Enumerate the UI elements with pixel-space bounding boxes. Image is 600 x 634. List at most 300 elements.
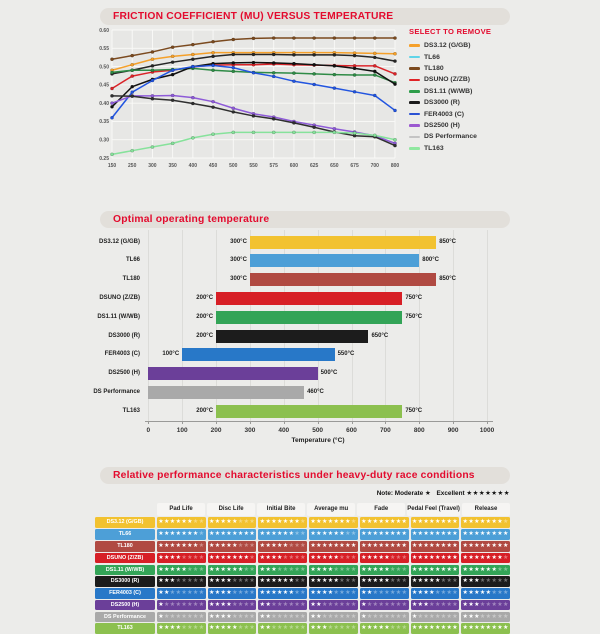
y-tick-label: 0.35 xyxy=(99,119,109,126)
filled-stars: ★★★★★★ xyxy=(259,590,295,597)
bar-end-value: 550°C xyxy=(337,351,355,358)
rating-cell xyxy=(157,529,206,540)
x-tick-label: 900 xyxy=(447,427,459,434)
data-point xyxy=(110,153,113,156)
filled-stars: ★★★★ xyxy=(208,578,233,585)
bar-start-value: 300°C xyxy=(230,276,247,283)
bar-end-value: 750°C xyxy=(405,407,423,414)
temp-range-bar-FER4003 (C) xyxy=(182,348,334,361)
bar-end-value: 750°C xyxy=(405,313,423,320)
bar-row-label: TL66 xyxy=(125,257,140,264)
temp-range-bar-TL66 xyxy=(250,254,419,267)
data-point xyxy=(353,67,356,70)
rating-cell xyxy=(360,588,409,599)
y-tick-label: 0.30 xyxy=(99,137,109,144)
filled-stars: ★★★ xyxy=(158,578,176,585)
empty-stars: ★ xyxy=(503,554,509,561)
data-point xyxy=(211,69,214,72)
empty-stars: ★ xyxy=(198,542,205,549)
data-point xyxy=(191,102,194,105)
table-row-DS2500 (H) xyxy=(95,600,510,611)
legend-item-TL163[interactable] xyxy=(409,143,519,154)
filled-stars: ★★★ xyxy=(310,625,328,632)
data-point xyxy=(232,53,235,56)
rating-cell xyxy=(208,553,257,564)
filled-stars: ★★★ xyxy=(462,613,480,620)
data-point xyxy=(333,73,336,76)
filled-stars: ★★★★ xyxy=(310,590,334,597)
filled-stars: ★★★★★★★★ xyxy=(361,519,408,526)
filled-stars: ★★★★★ xyxy=(361,566,391,573)
legend-item-DSUNO (Z/ZB)[interactable] xyxy=(409,74,519,85)
legend-item-label: TL66 xyxy=(424,53,440,61)
empty-stars: ★★★★ xyxy=(232,578,256,585)
data-point xyxy=(272,117,275,120)
filled-stars: ★★★★★★★ xyxy=(462,554,503,561)
data-point xyxy=(191,53,194,56)
legend-item-TL180[interactable] xyxy=(409,63,519,74)
filled-stars: ★★★★★ xyxy=(361,554,391,561)
empty-stars: ★★★★★ xyxy=(327,625,357,632)
legend-item-label: DS1.11 (W/WB) xyxy=(424,87,473,95)
data-point xyxy=(171,142,174,145)
gridline xyxy=(487,230,488,421)
y-tick-label: 0.25 xyxy=(99,155,109,162)
rating-cell xyxy=(258,517,307,528)
x-tick-label: 350 xyxy=(168,163,177,169)
table-header-row xyxy=(95,503,510,516)
legend-item-label: DS3.12 (G/GB) xyxy=(424,42,471,50)
series-legend xyxy=(409,27,519,154)
filled-stars: ★★★★★★★★ xyxy=(462,542,509,549)
performance-table-title: Relative performance characteristics under heavy-duty race conditions xyxy=(100,467,510,484)
y-tick-label: 0.40 xyxy=(99,100,109,107)
data-point xyxy=(151,69,154,72)
rating-cell xyxy=(411,529,460,540)
data-point xyxy=(353,73,356,76)
row-label: TL163 xyxy=(95,623,155,634)
y-tick-label: 0.50 xyxy=(99,64,109,71)
rating-cell xyxy=(461,612,510,623)
rating-cell xyxy=(411,553,460,564)
rating-cell xyxy=(411,576,460,587)
data-point xyxy=(292,121,295,124)
data-point xyxy=(353,132,356,135)
data-point xyxy=(151,58,154,61)
filled-stars: ★★ xyxy=(310,601,322,608)
rating-cell xyxy=(360,553,409,564)
x-tick-label: 575 xyxy=(269,163,278,169)
rating-cell xyxy=(360,517,409,528)
rating-cell xyxy=(208,612,257,623)
y-tick-label: 0.45 xyxy=(99,82,109,89)
empty-stars: ★★★ xyxy=(339,578,357,585)
data-point xyxy=(131,63,134,66)
rating-cell xyxy=(208,517,257,528)
empty-stars: ★★★★★★★ xyxy=(164,613,205,620)
data-point xyxy=(292,53,295,56)
empty-stars: ★ xyxy=(503,519,509,526)
data-point xyxy=(252,61,255,64)
legend-swatch-icon xyxy=(409,124,420,127)
column-header-Pad Life: Pad Life xyxy=(157,503,205,516)
column-header-Initial Bite: Initial Bite xyxy=(257,503,305,516)
data-point xyxy=(393,52,396,55)
filled-stars: ★★★★★★★★ xyxy=(462,531,509,538)
filled-stars: ★★★★★★★★ xyxy=(411,554,459,561)
rating-cell xyxy=(208,576,257,587)
data-point xyxy=(171,99,174,102)
legend-item-FER4003 (C)[interactable] xyxy=(409,108,519,119)
data-point xyxy=(110,116,113,119)
bar-row-label: FER4003 (C) xyxy=(104,351,140,358)
filled-stars: ★★★★★★ xyxy=(259,578,295,585)
filled-stars: ★★★★★★ xyxy=(208,566,244,573)
empty-stars: ★★ xyxy=(192,519,205,526)
column-header-Pedal Feel (Travel): Pedal Feel (Travel) xyxy=(407,503,460,516)
filled-stars: ★★★★★ xyxy=(208,542,238,549)
filled-stars: ★★★★★★★ xyxy=(158,542,199,549)
rating-cell xyxy=(258,529,307,540)
bar-end-value: 500°C xyxy=(320,370,338,377)
empty-stars: ★★★★ xyxy=(333,566,357,573)
x-tick-label: 100 xyxy=(176,427,188,434)
legend-item-label: FER4003 (C) xyxy=(424,110,465,118)
data-point xyxy=(211,51,214,54)
legend-item-DS3.12 (G/GB)[interactable] xyxy=(409,40,519,51)
rating-cell xyxy=(258,623,307,634)
data-point xyxy=(292,131,295,134)
rating-cell xyxy=(411,600,460,611)
data-point xyxy=(373,94,376,97)
bar-row-label: DS2500 (H) xyxy=(108,370,140,377)
empty-stars: ★★★★★★ xyxy=(169,590,205,597)
bar-row-label: DS Performance xyxy=(93,388,140,395)
temp-range-bar-DS3.12 (G/GB) xyxy=(250,236,436,249)
data-point xyxy=(272,53,275,56)
note-prefix: Note: Moderate xyxy=(376,490,425,497)
rating-cell xyxy=(208,588,257,599)
data-point xyxy=(252,37,255,40)
rating-cell xyxy=(360,612,409,623)
rating-cell xyxy=(411,612,460,623)
legend-item-DS Performance[interactable] xyxy=(409,131,519,142)
data-point xyxy=(353,90,356,93)
x-tick-label: 250 xyxy=(128,163,137,169)
empty-stars: ★★★★★ xyxy=(479,613,509,620)
rating-cell xyxy=(157,553,206,564)
table-row-DS Performance xyxy=(95,612,510,623)
data-point xyxy=(333,87,336,90)
bar-start-value: 200°C xyxy=(196,294,214,301)
data-point xyxy=(393,109,396,112)
bar-row-label: DS1.11 (W/WB) xyxy=(97,313,140,320)
empty-stars: ★★★★ xyxy=(282,554,306,561)
legend-swatch-icon xyxy=(409,56,420,59)
legend-item-TL66[interactable] xyxy=(409,51,519,62)
data-point xyxy=(272,36,275,39)
row-label: DS3.12 (G/GB) xyxy=(95,517,155,528)
bar-end-value: 850°C xyxy=(439,238,456,245)
data-point xyxy=(171,69,174,72)
rating-cell xyxy=(208,541,257,552)
data-point xyxy=(292,80,295,83)
legend-swatch-icon xyxy=(409,90,420,93)
data-point xyxy=(211,64,214,67)
x-tick-label: 600 xyxy=(346,427,357,434)
data-point xyxy=(313,53,316,56)
data-point xyxy=(373,56,376,59)
x-tick-label: 300 xyxy=(148,163,157,169)
data-point xyxy=(131,91,134,94)
data-point xyxy=(292,62,295,65)
data-point xyxy=(353,36,356,39)
rating-cell xyxy=(157,600,206,611)
row-label: TL180 xyxy=(95,541,155,552)
rating-cell xyxy=(309,553,358,564)
empty-stars: ★★★★★★★ xyxy=(366,601,408,608)
data-point xyxy=(171,61,174,64)
bar-end-value: 850°C xyxy=(439,276,456,283)
column-header-Fade: Fade xyxy=(357,503,405,516)
data-point xyxy=(393,36,396,39)
empty-stars: ★★★★ xyxy=(434,590,459,597)
x-tick-label: 550 xyxy=(249,163,258,169)
data-point xyxy=(393,144,396,147)
filled-stars: ★★★★★★★★ xyxy=(361,542,408,549)
data-point xyxy=(373,134,376,137)
filled-stars: ★★★★★★★ xyxy=(208,554,250,561)
empty-stars: ★★★★★★ xyxy=(271,625,306,632)
data-point xyxy=(232,66,235,69)
filled-stars: ★★★★★ xyxy=(208,625,238,632)
legend-item-DS1.11 (W/WB)[interactable] xyxy=(409,86,519,97)
operating-temperature-bar-chart xyxy=(0,230,600,450)
data-point xyxy=(191,96,194,99)
rating-cell xyxy=(360,529,409,540)
rating-cell xyxy=(461,576,510,587)
data-point xyxy=(110,58,113,61)
empty-stars: ★★★ xyxy=(390,566,408,573)
filled-stars: ★★★★★★ xyxy=(310,531,346,538)
data-point xyxy=(110,102,113,105)
data-point xyxy=(110,94,113,97)
x-tick-label: 800 xyxy=(413,427,425,434)
data-point xyxy=(110,87,113,90)
x-tick-label: 800 xyxy=(390,163,400,169)
empty-stars: ★★★ xyxy=(237,519,256,526)
temp-range-bar-DSUNO (Z/ZB) xyxy=(216,292,402,305)
legend-swatch-icon xyxy=(409,79,420,82)
data-point xyxy=(333,53,336,56)
filled-stars: ★★★★★ xyxy=(361,625,391,632)
rating-cell xyxy=(258,553,307,564)
rating-cell xyxy=(157,588,206,599)
filled-stars: ★★★★★★★ xyxy=(158,531,199,538)
rating-cell xyxy=(309,517,358,528)
rating-cell xyxy=(309,612,358,623)
y-tick-label: 0.55 xyxy=(99,46,109,53)
filled-stars: ★★★★★★★★ xyxy=(411,531,459,538)
row-label: DS1.11 (W/WB) xyxy=(95,565,155,576)
data-point xyxy=(393,59,396,62)
data-point xyxy=(393,72,396,75)
legend-item-DS2500 (H)[interactable] xyxy=(409,120,519,131)
data-point xyxy=(171,55,174,58)
row-label: DS Performance xyxy=(95,612,155,623)
empty-stars: ★★★★★ xyxy=(429,601,459,608)
data-point xyxy=(171,94,174,97)
data-point xyxy=(191,136,194,139)
filled-stars: ★★★★ xyxy=(208,590,233,597)
excellent-stars: ★★★★★★★ xyxy=(466,490,510,497)
empty-stars: ★★★ xyxy=(390,625,408,632)
empty-stars: ★★ xyxy=(345,531,357,538)
bar-start-value: 100°C xyxy=(162,351,180,358)
data-point xyxy=(151,64,154,67)
x-tick-label: 675 xyxy=(350,163,359,169)
rating-cell xyxy=(258,612,307,623)
rating-cell xyxy=(461,529,510,540)
data-point xyxy=(232,61,235,64)
empty-stars: ★★★★ xyxy=(181,625,205,632)
empty-stars: ★ xyxy=(198,531,205,538)
temp-range-bar-DS3000 (R) xyxy=(216,330,368,343)
data-point xyxy=(252,53,255,56)
empty-stars: ★★★ xyxy=(187,566,205,573)
rating-cell xyxy=(461,600,510,611)
filled-stars: ★ xyxy=(361,601,367,608)
empty-stars: ★★★ xyxy=(288,542,306,549)
empty-stars: ★★★★ xyxy=(232,613,256,620)
rating-cell xyxy=(309,623,358,634)
row-label: TL66 xyxy=(95,529,155,540)
x-axis-line xyxy=(145,421,493,422)
table-row-DS3.12 (G/GB) xyxy=(95,517,510,528)
filled-stars: ★ xyxy=(158,601,165,608)
performance-table xyxy=(95,502,510,634)
data-point xyxy=(131,149,134,152)
data-point xyxy=(171,73,174,76)
filled-stars: ★★★ xyxy=(259,566,278,573)
table-row-TL66 xyxy=(95,529,510,540)
rating-cell xyxy=(411,565,460,576)
x-tick-label: 150 xyxy=(107,163,117,169)
filled-stars: ★★★★★★★★ xyxy=(411,542,459,549)
empty-stars: ★★★★ xyxy=(232,601,256,608)
empty-stars: ★ xyxy=(249,554,256,561)
data-point xyxy=(313,63,316,66)
legend-item-label: DS Performance xyxy=(424,133,477,141)
x-tick-label: 650 xyxy=(330,163,339,169)
bar-start-value: 200°C xyxy=(196,332,214,339)
column-header-Release: Release xyxy=(462,503,510,516)
data-point xyxy=(393,83,396,86)
rating-cell xyxy=(461,623,510,634)
rating-cell xyxy=(258,600,307,611)
filled-stars: ★★★ xyxy=(462,578,480,585)
data-point xyxy=(211,100,214,103)
data-point xyxy=(373,36,376,39)
rating-cell xyxy=(360,541,409,552)
data-point xyxy=(191,65,194,68)
x-tick-label: 450 xyxy=(208,163,218,169)
rating-cell xyxy=(258,565,307,576)
data-point xyxy=(272,61,275,64)
data-point xyxy=(211,40,214,43)
filled-stars: ★★★★★★★★ xyxy=(462,625,509,632)
filled-stars: ★★★★★★★★ xyxy=(411,625,459,632)
rating-cell xyxy=(360,600,409,611)
rating-cell xyxy=(461,541,510,552)
legend-item-label: DSUNO (Z/ZB) xyxy=(424,76,471,84)
table-row-TL180 xyxy=(95,541,510,552)
empty-stars: ★★★ xyxy=(440,578,459,585)
data-point xyxy=(333,127,336,130)
filled-stars: ★★★★★★★★ xyxy=(411,519,459,526)
rating-cell xyxy=(309,588,358,599)
filled-stars: ★ xyxy=(411,613,418,620)
data-point xyxy=(131,69,134,72)
data-point xyxy=(373,64,376,67)
empty-stars: ★★★ xyxy=(237,542,256,549)
table-row-TL163 xyxy=(95,623,510,634)
data-point xyxy=(333,36,336,39)
empty-stars: ★★★★★★ xyxy=(321,613,357,620)
data-point xyxy=(272,71,275,74)
data-point xyxy=(313,83,316,86)
data-point xyxy=(232,110,235,113)
rating-cell xyxy=(461,553,510,564)
column-header-Average mu: Average mu xyxy=(307,503,355,516)
filled-stars: ★ xyxy=(361,613,367,620)
data-point xyxy=(252,131,255,134)
data-point xyxy=(353,54,356,57)
legend-swatch-icon xyxy=(409,44,420,47)
bar-end-value: 650°C xyxy=(371,332,389,339)
empty-stars: ★★★★★★ xyxy=(271,613,306,620)
empty-stars: ★★★★★★ xyxy=(271,601,306,608)
rating-cell xyxy=(157,576,206,587)
filled-stars: ★★ xyxy=(259,601,272,608)
x-tick-label: 200 xyxy=(210,427,222,434)
rating-cell xyxy=(208,529,257,540)
bar-end-value: 800°C xyxy=(422,257,439,264)
filled-stars: ★★★★ xyxy=(411,590,435,597)
legend-item-DS3000 (R)[interactable] xyxy=(409,97,519,108)
empty-stars: ★★ xyxy=(294,531,306,538)
x-tick-label: 500 xyxy=(229,163,238,169)
data-point xyxy=(151,97,154,100)
filled-stars: ★★ xyxy=(259,613,272,620)
bar-end-value: 750°C xyxy=(405,294,423,301)
filled-stars: ★★ xyxy=(361,590,373,597)
rating-cell xyxy=(360,576,409,587)
data-point xyxy=(272,75,275,78)
empty-stars: ★★ xyxy=(243,566,256,573)
rating-cell xyxy=(258,541,307,552)
rating-cell xyxy=(157,517,206,528)
x-tick-label: 700 xyxy=(379,427,391,434)
temp-range-bar-DS1.11 (W/WB) xyxy=(216,311,402,324)
filled-stars: ★★★★ xyxy=(158,554,182,561)
friction-line-chart xyxy=(93,24,403,176)
rating-cell xyxy=(411,588,460,599)
rating-cell xyxy=(461,588,510,599)
data-point xyxy=(333,131,336,134)
x-tick-label: 500 xyxy=(312,427,324,434)
temperature-chart-title: Optimal operating temperature xyxy=(100,211,510,228)
